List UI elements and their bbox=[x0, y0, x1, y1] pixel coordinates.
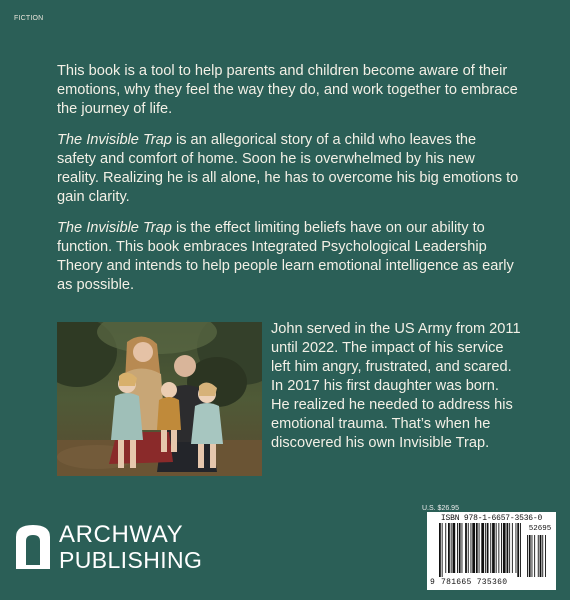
barcode-addon-bar bbox=[545, 535, 546, 577]
barcode-bar bbox=[501, 523, 502, 573]
barcode-bar bbox=[451, 523, 452, 573]
barcode-bar bbox=[496, 523, 497, 573]
barcode-bar bbox=[448, 523, 450, 573]
description-paragraph-2-text: is an allegorical story of a child who leaves the safety and comfort of home. Soon he is overwhelmed by his new reality. Realizing he is all alone, he has to overcome his big emotions to gain clarity. bbox=[57, 132, 519, 205]
barcode-bar bbox=[439, 523, 441, 577]
isbn-number: ISBN 978-1-6657-3536-0 bbox=[440, 514, 543, 523]
isbn-barcode bbox=[427, 512, 556, 590]
book-description bbox=[57, 62, 519, 307]
author-bio: John served in the US Army from 2011 until 2022. The impact of his service left him angry, frustrated, and scared. In 2017 his first daughter was born. He realized he needed to address his emotional trauma. That’s when he discovered his own Invisible Trap. bbox=[271, 321, 521, 451]
barcode-bar bbox=[492, 523, 495, 573]
barcode-bar bbox=[498, 523, 499, 573]
barcode-addon-bar bbox=[542, 535, 543, 577]
barcode-bar bbox=[462, 523, 463, 573]
barcode-bar bbox=[442, 523, 443, 577]
barcode-addon-bar bbox=[532, 535, 533, 577]
barcode-bar bbox=[457, 523, 458, 573]
barcode-bar bbox=[471, 523, 472, 573]
barcode-bar bbox=[503, 523, 506, 573]
barcode-bar bbox=[516, 523, 517, 573]
barcode-bar bbox=[507, 523, 509, 573]
book-title-italic: The Invisible Trap bbox=[57, 220, 172, 236]
barcode-bar bbox=[487, 523, 489, 573]
barcode-bar bbox=[453, 523, 456, 573]
barcode-bar bbox=[468, 523, 469, 573]
barcode-digits: 781665 735360 bbox=[441, 578, 508, 587]
publisher-logo bbox=[16, 522, 202, 572]
barcode-bar bbox=[472, 523, 475, 573]
barcode-lead-digit: 9 bbox=[430, 578, 435, 587]
barcode-bar bbox=[476, 523, 478, 573]
barcode-bar bbox=[509, 523, 510, 573]
family-photo-illustration bbox=[57, 322, 262, 476]
barcode-addon-bar bbox=[540, 535, 542, 577]
barcode-addon-bar bbox=[529, 535, 531, 577]
barcode-bar bbox=[490, 523, 491, 573]
barcode-addon-bar bbox=[527, 535, 528, 577]
publisher-name bbox=[59, 520, 203, 573]
barcode-bar bbox=[459, 523, 461, 573]
price-label: U.S. $26.95 bbox=[422, 505, 459, 512]
barcode-bar bbox=[512, 523, 513, 573]
barcode-addon-digits: 52695 bbox=[528, 525, 552, 533]
archway-arch-icon bbox=[16, 525, 50, 569]
barcode-bar bbox=[485, 523, 486, 573]
barcode-bar bbox=[465, 523, 467, 573]
barcode-bar bbox=[481, 523, 484, 573]
barcode-addon-bar bbox=[534, 535, 535, 577]
author-family-photo bbox=[57, 322, 262, 476]
genre-label: FICTION bbox=[14, 15, 44, 22]
publisher-name-line2: PUBLISHING bbox=[59, 546, 203, 573]
description-paragraph-1: This book is a tool to help parents and children become aware of their emotions, why they feel the way they do, and work together to embrace the journey of life. bbox=[57, 63, 518, 117]
barcode-bar bbox=[517, 523, 519, 577]
barcode-bar bbox=[520, 523, 521, 577]
barcode-bar bbox=[479, 523, 480, 573]
description-paragraph-3-text: is the effect limiting beliefs have on our ability to function. This book embraces Integrated Psychological Leadership Theory and intends to help people learn emotional intelligence as early as possible. bbox=[57, 220, 514, 293]
book-title-italic: The Invisible Trap bbox=[57, 132, 172, 148]
description-paragraph-3 bbox=[57, 219, 519, 295]
barcode-addon-bar bbox=[538, 535, 539, 577]
publisher-name-line1: ARCHWAY bbox=[59, 520, 184, 548]
description-paragraph-2 bbox=[57, 131, 519, 207]
barcode-bar bbox=[445, 523, 446, 573]
